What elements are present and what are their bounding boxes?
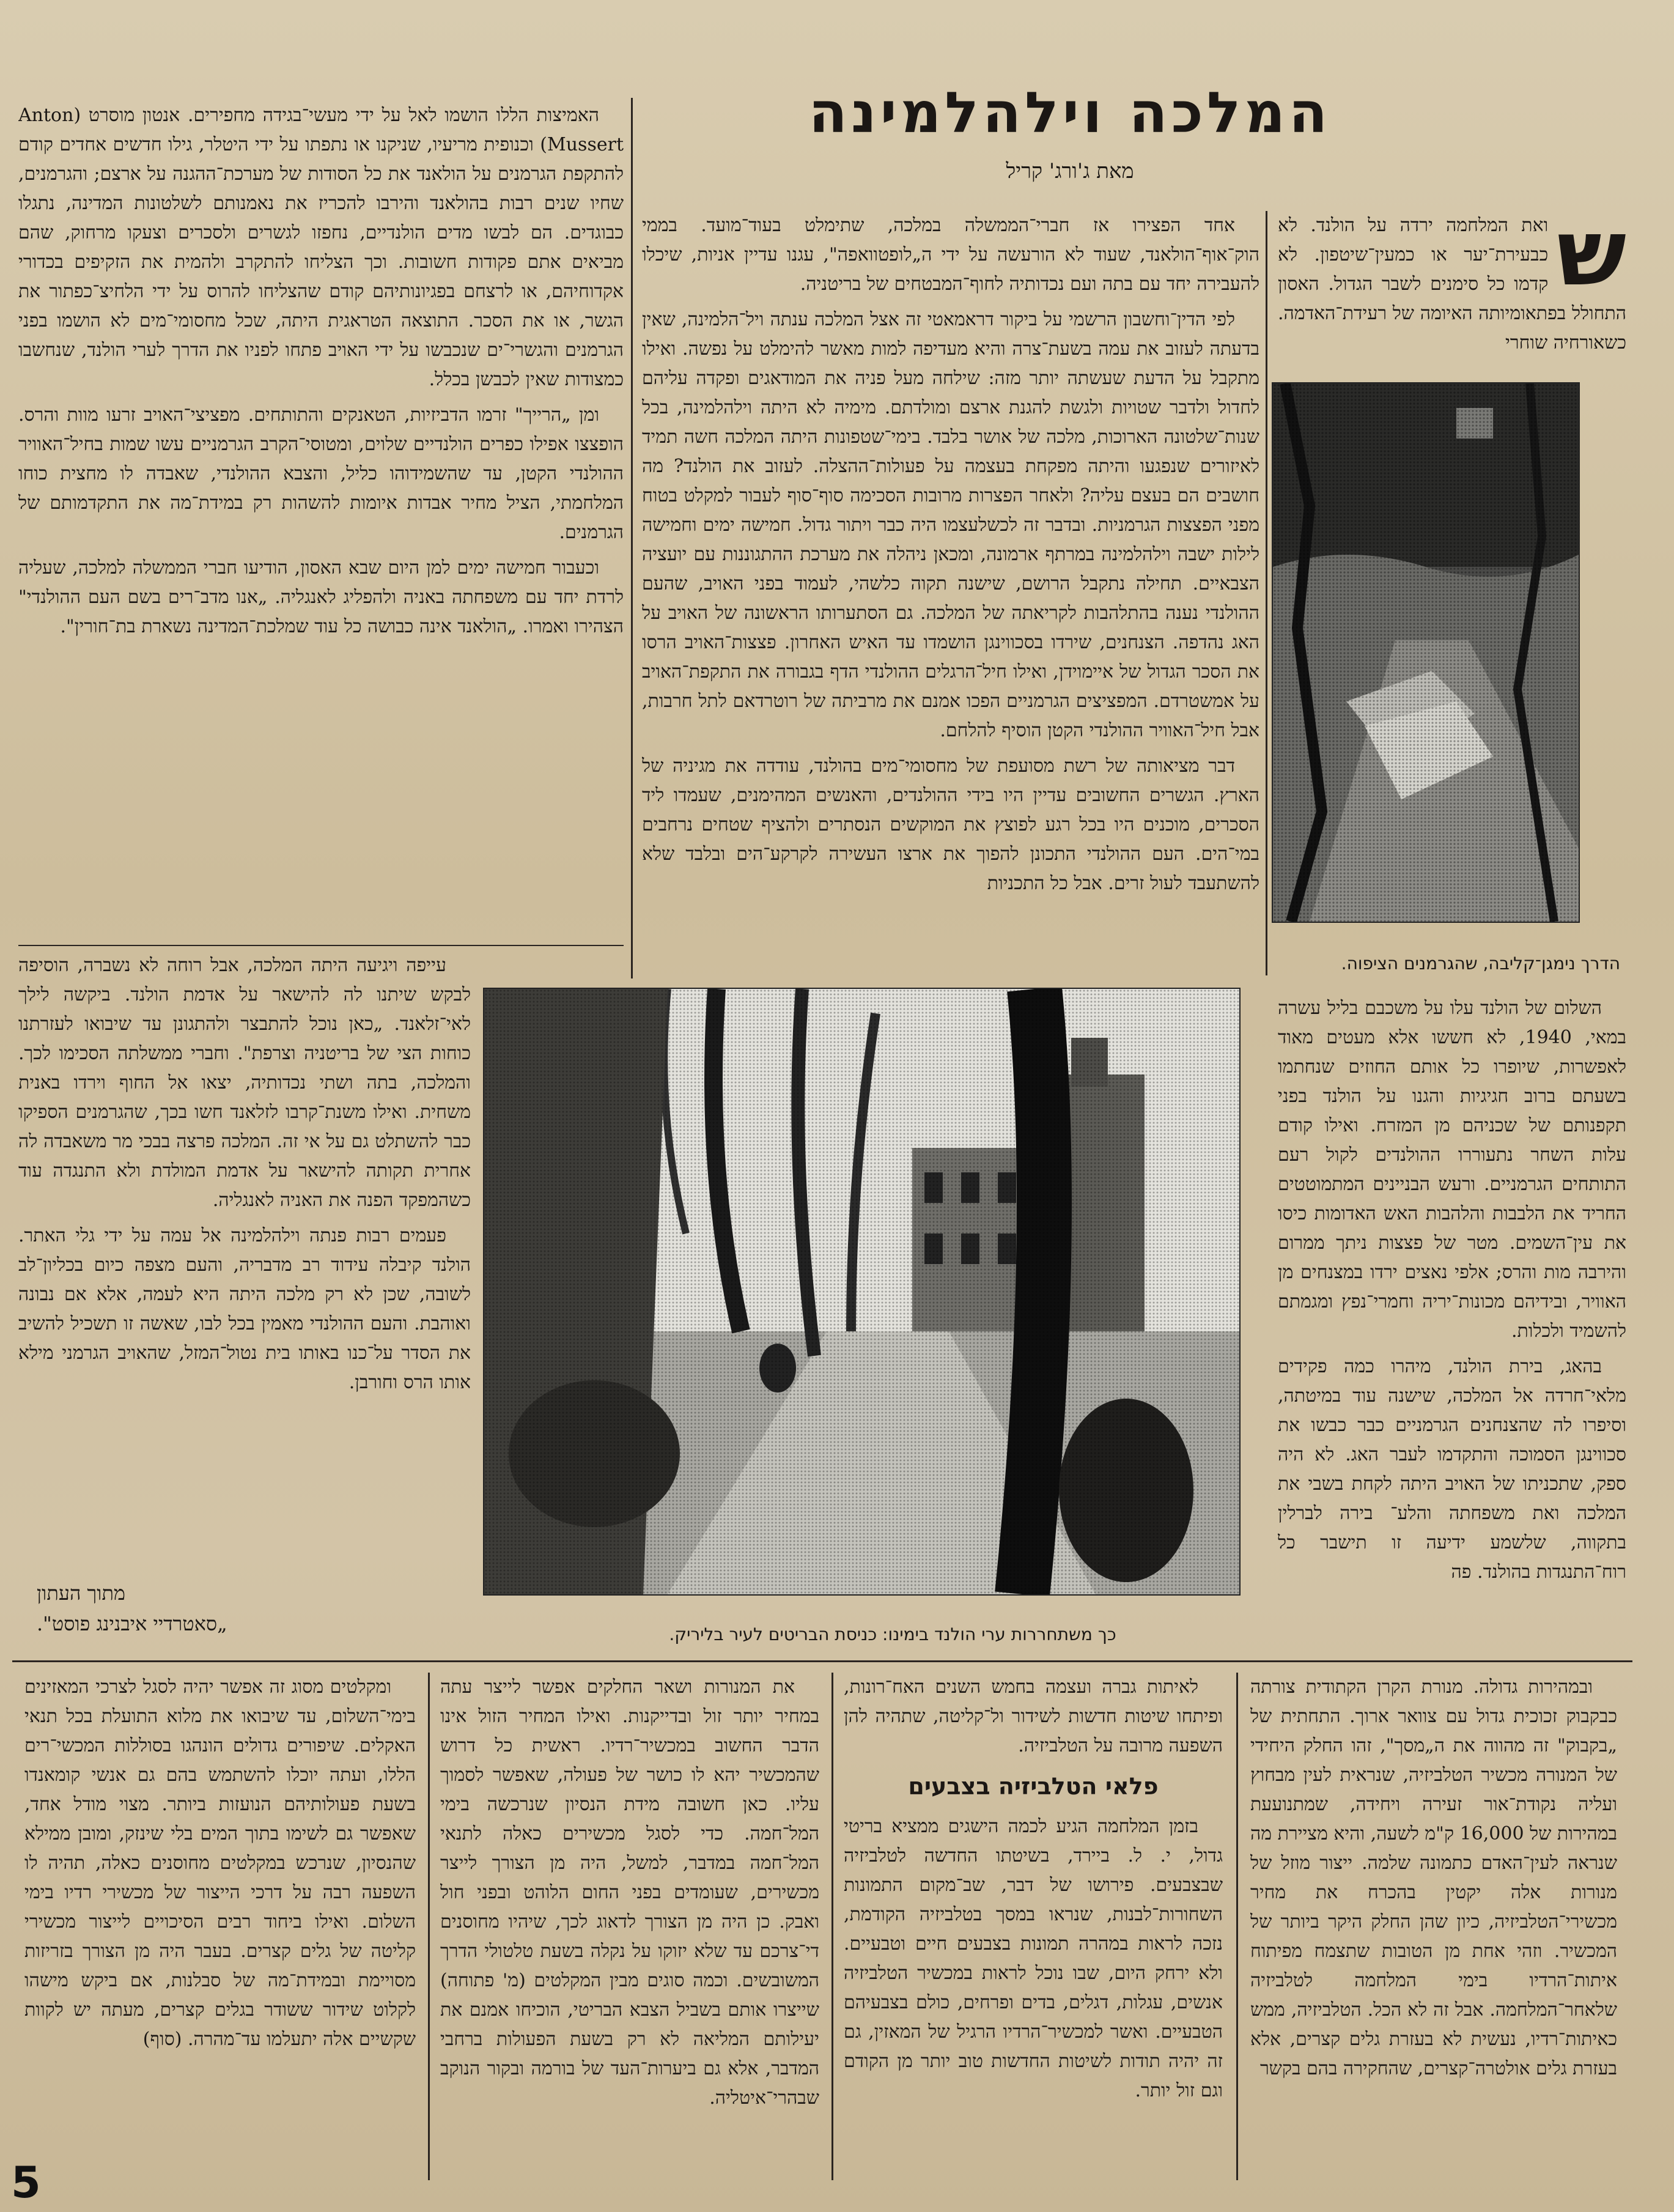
column-divider <box>18 945 624 946</box>
page-number: 5 <box>11 2158 41 2208</box>
photo2-caption: כך משתחררות ערי הולנד בימינו: כניסת הבריטים לעיר בליריק. <box>669 1624 1116 1644</box>
paragraph: לפי הדין־וחשבון הרשמי על ביקור דראמאטי זה אצל המלכה ענתה ויל־הלמינה, שאין בדעתה לעזוב את עמה בשעת־צרה והיא מעדיפה למות מאשר להימלט על נפשה. ואילו מתקבל על הדעת שעשתה יותר מזה: שילחה מעל פניה את המודאגים ופקדה עליהם לחדול ולדבר שטויות ולגשת להגנת ארצם ומולדתם. מימיה לא היתה וילהלמינה, בכל שנות־שלטונה הארוכות, מלכה של אושר בלבד. בימי־שטפונות היתה המלכה חשה תמיד לאיזורים שנפגעו והיתה מפקחת בעצמה על פעולות־ההצלה. לעזוב את הולנד? מה חושבים הם בעצם עליה? ולאחר הפצרות מרובות הסכימה סוף־סוף לעבור למקלט בטוח מפני הפצצות הגרמניות. ובדבר זה לכשלעצמו היה כבר ויתור גדול. חמישה ימים וחמישה לילות ישבה וילהלמינה במרתף ארמונה, ומכאן ניהלה את מערכת ההתגוננות עם יועציה הצבאיים. תחילה נתקבל הרושם, שישנה תקוה כלשהי, לעמוד בפני האויב, שהעם ההולנדי נענה בהתלהבות לקריאתה של המלכה. גם הסתערותו הראשונה של האויב על האג נהדפה. הצנחנים, שירדו בסכווינגן הושמדו עד האיש האחרון. פצצות־האויב הרסו את הסכר הגדול של איימוידן, ואילו חיל־הרגלים ההולנדי הדף בגבורה את התקפת־האויב על אמשטרדם. המפציצים הגרמניים הפכו אמנם את מרביתה של רוטרדאם לתל חרבות, אבל חיל־האוויר ההולנדי הקטן הוסיף להלחם. <box>642 309 1259 741</box>
paragraph: לאיתות גברה ועצמה בחמש השנים האח־רונות, ופיתחו שיטות חדשות לשידור ול־קליטה, שתהיה להן השפעה מרובה על הטלביזיה. <box>844 1676 1223 1756</box>
paragraph: ובמהירות גדולה. מנורת הקרן הקתודית צורתה כבקבוק זכוכית גדול עם צוואר ארוך. התחתית של „בקבוק" זה מהווה את ה„מסך", זהו החלק היחידי של המנורה מכשיר הטלביזיה, שנראית לעין מבחוץ ועליה נקודת־אור זעירה ויחידה, שמתנועעת במהירות של 16,000 ק"מ לשעה, והיא מציירת מה שנראה לעין־האדם כתמונה שלמה. ייצור מוזל של מנורות אלה יקטין בהכרח את מחיר מכשירי־הטלביזיה, כיון שהן החלק היקר ביותר של המכשיר. וזהי אחת מן הטובות שתצמח מפיתוח איתות־הרדיו בימי המלחמה לטלביזיה שלאחר־המלחמה. אבל זה לא הכל. הטלביזיה, ממש כאיתות־רדיו, נעשית לא בעזרת גלים קצרים, אלא בעזרת גלים אולטרה־קצרים, שהחקירה בהם בקשר <box>1250 1676 1617 2079</box>
street-photo-image <box>484 989 1239 1594</box>
paragraph: אחד הפצירו אז חברי־הממשלה במלכה, שתימלט בעוד־מועד. בממי הוק־אוף־הולאנד, שעוד לא הורעשה על ידי ה„לופטוואפה", עגנו עדיין אניות, שיכלו להעבירה יחד עם בתה ועם נכדותיה לחוף־המבטחים של בריטניה. <box>642 215 1259 295</box>
column-rule <box>428 1673 430 2180</box>
article-opening-text: ואת המלחמה ירדה על הולנד. לא כבעירת־יער או כמעין־שיטפון. לא קדמו כל סימנים לשבר הגדול. האסון התחולל בפתאומיותה האיומה של רעידת־האדמה. כשאורחיה שוחרי <box>1278 215 1626 353</box>
column-rule <box>1236 1673 1238 2180</box>
photo1-caption: הדרך נימגן־קליבה, שהגרמנים הציפוה. <box>1341 953 1620 974</box>
bottom-column-4 <box>24 1673 416 2180</box>
road-photo-image <box>1273 383 1579 922</box>
column-right-top <box>1278 211 1626 370</box>
paragraph: את המנורות ושאר החלקים אפשר לייצר עתה במחיר יותר זול ובדייקנות. ואילו המחיר הזול אינו הדבר החשוב במכשיר־רדיו. ראשית כל דרוש שהמכשיר יהא לו כושר של פעולה, שאפשר לסמוך עליו. כאן חשובה מידת הנסיון שנרכשה בימי המל־חמה. כדי לסגל מכשירים כאלה לתנאי המל־חמה במדבר, למשל, היה מן הצורך לייצר מכשירים, שעומדים בפני החום הלוהט ובפני חול ואבק. כן היה מן הצורך לדאוג לכך, שיהיו מחוסנים די־צרכם עד שלא יזוקו על נקלה בשעת טלטולי הדרך המשובשים. וכמה סוגים מבין המקלטים (מ' פתוחה) שייצרו אותם בשביל הצבא הבריטי, הוכיחו אמנם את יעילותם המליאה לא רק בשעת הפעולות ברחבי המדבר, אלא גם ביערות־העד של בורמה ובקור הנוקב שבהרי־איטליה. <box>440 1676 819 2109</box>
column-rule <box>831 1673 833 2180</box>
source-label: מתוך העתון <box>37 1581 125 1605</box>
paragraph: השלום של הולנד עלו על משכבם בליל עשרה במאי, 1940, לא חששו אלא מעטים מאוד לאפשרות, שיופרו כל אותם החוזים שנחתמו בשעתם ברוב חגיגיות והגנו על הולנד בפני תקפנותם של שכניהם מן המזרח. ואילו קודם עלות השחר נתעוררו ההולנדים לקול רעם התותחים הגרמניים. ורעש הבניינים המתמוטטים החריד את הלבבות והלהבות האש האדומות כיסו את עין־השמים. מטר של פצצות ניתך ממרום והירבה מות והרס; אלפי נאצים ירדו במצנחים מן האוויר, ובידיהם מכונות־יריה וחמרי־נפץ ומגמתם להשמיד ולכלות. <box>1278 997 1626 1342</box>
paragraph: פעמים רבות פנתה וילהלמינה אל עמה על ידי גלי האתר. הולנד קיבלה עידוד רב מדבריה, והעם מצפה כיום בכליון־לב לשובה, שכן לא רק מלכה היתה היא לעמה, אלא אם נבונה ואוהבת. והעם ההולנדי מאמין בכל לבו, שאשה זו תשכיל להשיב את הסדר על־כנו באותו בית נטול־המזל, שהאויב הגרמני מילא אותו הרס וחורבן. <box>18 1225 471 1393</box>
section-divider <box>12 1660 1632 1662</box>
article-title: המלכה וילהלמינה <box>808 80 1332 146</box>
column-left-middle <box>18 951 471 1563</box>
paragraph: בזמן המלחמה הגיע לכמה הישגים ממציא בריטי גדול, י. ל. ביירד, בשיטתו החדשה לטלביזיה שבצבעים. פירושו של דבר, שב־מקום התמונות השחורות־לבנות, שנראו במסך בטלביזיה הקודמת, נזכה לראות במהרה תמונות בצבעים חיים וטבעיים. ולא ירחק היום, שבו נוכל לראות במכשיר הטלביזיה אנשים, עגלות, דגלים, בדים ופרחים, כולם בצבעיהם הטבעיים. ואשר למכשיר־הרדיו הרגיל של המאזין, גם זה יהיה תודות לשיטות החדשות טוב יותר מן הקודם וגם זול יותר. <box>844 1816 1223 2101</box>
article-byline: מאת ג'ורג' קריל <box>1006 159 1134 183</box>
column-left-top <box>18 101 624 945</box>
section-heading-color-tv: פלאי הטלביזיה בצבעים <box>908 1773 1159 1800</box>
bottom-column-2 <box>844 1673 1223 2180</box>
paragraph: עייפה ויגיעה היתה המלכה, אבל רוחה לא נשברה, הוסיפה לבקש שיתנו לה להישאר על אדמת הולנד. ביקשה לילך לאי־זלאנד. „כאן נוכל להתבצר ולהתגונן עד שיבואו לעזרתנו כוחות הצי של בריטניה וצרפת". וחברי ממשלתה הסכימו לכך. והמלכה, בתה ושתי נכדותיה, יצאו אל החוף וירדו באנית משחית. ואילו משנת־קרבו לזלאנד חשו בכך, שהגרמנים הספיקו כבר להשתלט גם על אי זה. המלכה פרצה בבכי מר משאבדה לה אחרית תקותה להישאר על אדמת המולדת ולא התנגדה עוד כשהמפקד הפנה את האניה לאנגליה. <box>18 955 471 1211</box>
bottom-column-3 <box>440 1673 819 2180</box>
photo-british-entering-town <box>483 988 1241 1596</box>
paragraph: דבר מציאותה של רשת מסועפת של מחסומי־מים בהולנד, עודדה את מגיניה של הארץ. הגשרים החשובים עדיין היו בידי ההולנדים, והאנשים המהימנים, שעמדו ליד הסכרים, מוכנים היו בכל רגע לפוצץ את המוקשים הנסתרים ולהציף שטחים נרחבים במי־הים. העם ההולנדי התכונן להפוך את ארצו העשירה לקרקע־הים ובלבד שלא להשתעבד לעול זרים. אבל כל התכניות <box>642 755 1259 894</box>
paragraph: האמיצות הללו הושמו לאל על ידי מעשי־בגידה מחפירים. אנטון מוסרט (Anton Mussert) וכנופית מריעיו, שניקנו או נתפתו על ידי היטלר, גילו חדשים אחדים קודם להתקפת הגרמנים על הולאנד את כל הסודות של מערכת־ההגנה על ארצם; והגרמנים, שחיו שנים רבות בהולאנד והירבו להכריז את נאמנותם לשלטונות המדינה, נתגלו כבוגדים. הם לבשו מדים הולנדיים, נחפזו לגשרים ולסכרים וצעקו מרחוק, שהם מביאים אתם פקודות חשובות. וכך הצליחו להתקרב ולהמית את הזקיפים בכדורי אקדוחיהם, או לרצחם בפגיונותיהם קודם שהצליחו להרוס על ידי הלחיצ־כפתור את הגשר, או את הסכר. התוצאה הטראגית היתה, שכל מחסומי־מים לא הושמו בפני הגרמנים והגשרי־ים שנכבשו על ידי האויב פתחו לפניו את הדרך לערי הולנד, שנחשבו כמצודות שאין לכבשן בכלל. <box>18 105 624 390</box>
photo-road-nijmegen-kleve <box>1272 382 1580 923</box>
column-right-lower <box>1278 994 1626 1657</box>
column-middle-top <box>642 211 1259 969</box>
source-name: „סאטרדיי איבנינג פוסט". <box>37 1612 227 1635</box>
column-rule <box>631 98 633 978</box>
drop-cap: ש <box>1557 211 1626 306</box>
paragraph: ומן „הרייך" זרמו הדביזיות, הטאנקים והתותחים. מפציצי־האויב זרעו מוות והרס. הופצצו אפילו כפרים הולנדיים שלוים, ומטוסי־הקרב הגרמניים עשו שמות בחיל־האוויר ההולנדי הקטן, עד שהשמידוהו כליל, והצבא ההולנדי, שאבדה לו מחצית כוחו המלחמתי, הציל מחיר אבדות איומות להשהות רק במידת־מה את התקדמותם של הגרמנים. <box>18 404 624 543</box>
column-rule <box>1266 211 1267 975</box>
source-attribution <box>37 1578 465 1639</box>
paragraph: וכעבור חמישה ימים למן היום שבא האסון, הודיעו חברי הממשלה למלכה, שעליה לרדת יחד עם משפחתה באניה ולהפליג לאנגליה. „אנו מדב־רים בשם העם ההולנדי" הצהירו ואמרו. „הולאנד אינה כבושה כל עוד שמלכת־המדינה נשארת בת־חורין". <box>18 557 624 637</box>
bottom-column-1 <box>1250 1673 1617 2180</box>
paragraph: בהאג, בירת הולנד, מיהרו כמה פקידים מלאי־חרדה אל המלכה, שישנה עוד במיטתה, וסיפרו לה שהצנחנים הגרמניים כבר כבשו את סכווינגן הסמוכה והתקדמו לעבר האג. לא היה ספק, שתכניתו של האויב היתה לקחת בשבי את המלכה ואת משפחתה והלע־ בירה לברלין בתקווה, שלשמע ידיעה זו תישבר כל רוח־התנגדות בהולנד. פה <box>1278 1356 1626 1583</box>
paragraph: ומקלטים מסוג זה אפשר יהיה לסגל לצרכי המאזינים בימי־השלום, עד שיבואו את מלוא התועלת בכל תנאי האקלים. שיפורים גדולים הונהגו בסוללות המכשי־רים הללו, ועתה יוכלו להשתמש בהם גם אנשי קומאנדו בשעת פעולותיהם הנועזות ביותר. מצוי מודל אחד, שאפשר גם לשימו בתוך המים בלי שינזק, ומובן ממילא שהנסיון, שנרכש במקלטים מחוסנים כאלה, תהיה לו השפעה רבה על דרכי הייצור של מכשירי רדיו בימי השלום. ואילו ביחוד רבים הסיכויים לייצור מכשירי קליטה של גלים קצרים. בעבר היה מן הצורך בזריזות מסויימת ובמידת־מה של סבלנות, אם ביקש מישהו לקלוט שידור ששודר בגלים קצרים, מעתה יש לקוות שקשיים אלה יתעלמו עד־מהרה. (סוף) <box>24 1676 416 2050</box>
